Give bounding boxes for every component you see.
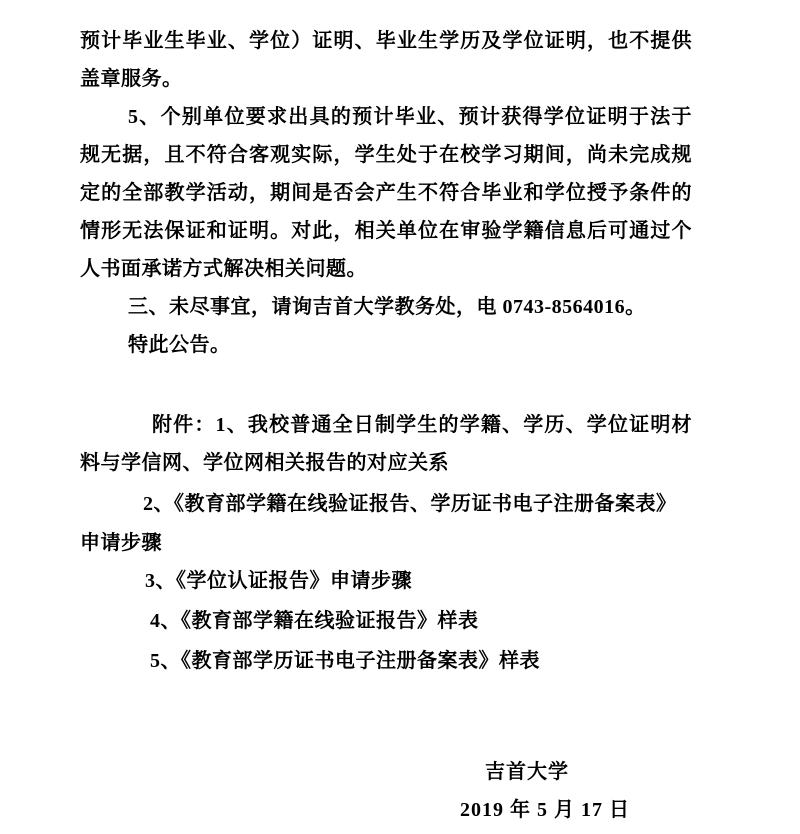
attachment-line-1: 附件：1、我校普通全日制学生的学籍、学历、学位证明材 [152, 414, 692, 436]
body-line-1: 预计毕业生毕业、学位）证明、毕业生学历及学位证明，也不提供 [80, 30, 692, 52]
body-line-5: 定的全部教学活动，期间是否会产生不符合毕业和学位授予条件的 [80, 182, 692, 204]
body-line-6: 情形无法保证和证明。对此，相关单位在审验学籍信息后可通过个 [80, 220, 692, 242]
body-line-3: 5、个别单位要求出具的预计毕业、预计获得学位证明于法于 [128, 106, 692, 128]
attachment-line-6: 4、《教育部学籍在线验证报告》样表 [150, 610, 479, 632]
attachment-line-2: 料与学信网、学位网相关报告的对应关系 [80, 452, 449, 474]
attachment-line-5: 3、《学位认证报告》申请步骤 [145, 570, 412, 592]
body-line-7: 人书面承诺方式解决相关问题。 [80, 258, 367, 280]
signature-org: 吉首大学 [485, 761, 569, 783]
body-line-contact: 三、未尽事宜，请询吉首大学教务处，电 0743-8564016。 [128, 296, 646, 318]
attachment-line-7: 5、《教育部学历证书电子注册备案表》样表 [150, 650, 540, 672]
attachment-line-3: 2、《教育部学籍在线验证报告、学历证书电子注册备案表》 [143, 493, 677, 515]
attachment-line-4: 申请步骤 [80, 532, 162, 554]
signature-date: 2019 年 5 月 17 日 [460, 799, 630, 821]
body-line-2: 盖章服务。 [80, 68, 183, 90]
body-line-closing: 特此公告。 [128, 334, 231, 356]
body-line-4: 规无据，且不符合客观实际，学生处于在校学习期间，尚未完成规 [80, 144, 692, 166]
